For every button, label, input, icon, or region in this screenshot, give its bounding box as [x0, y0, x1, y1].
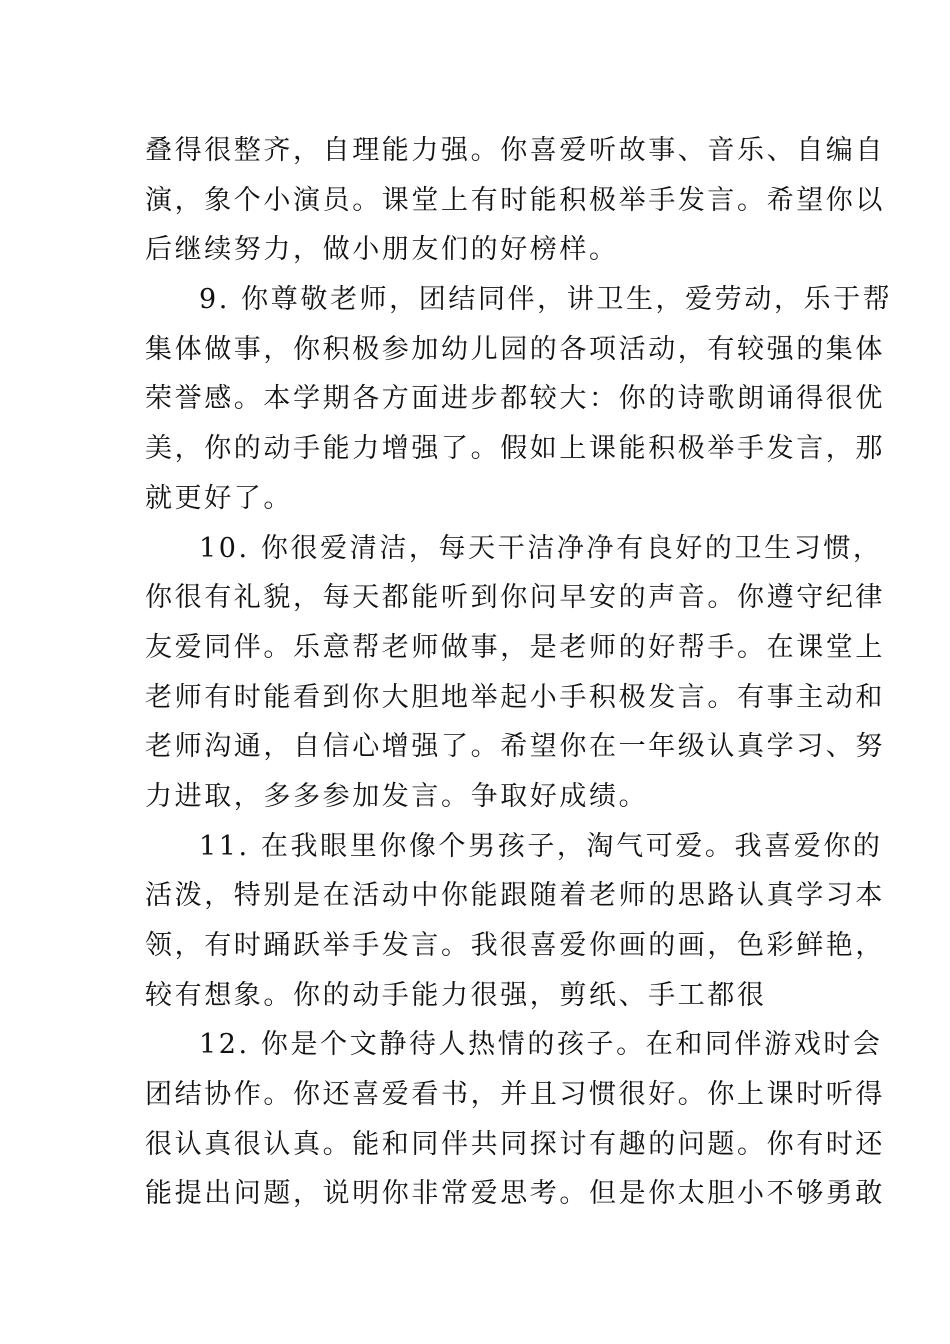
text-line: 美，你的动手能力增强了。假如上课能积极举手发言，那	[145, 433, 885, 465]
paragraph-first-line: 11. 在我眼里你像个男孩子，淘气可爱。我喜爱你的	[199, 830, 883, 862]
document-body	[145, 126, 893, 1219]
text-line: 叠得很整齐，自理能力强。你喜爱听故事、音乐、自编自	[145, 135, 885, 166]
text-line: 较有想象。你的动手能力很强，剪纸、手工都很	[145, 979, 767, 1011]
text-line: 能提出问题，说明你非常爱思考。但是你太胆小不够勇敢	[145, 1178, 885, 1210]
paragraph-first-line: 10. 你很爱清洁，每天干洁净净有良好的卫生习惯，	[199, 532, 883, 564]
text-line: 很认真很认真。能和同伴共同探讨有趣的问题。你有时还	[145, 1128, 885, 1160]
text-line: 活泼，特别是在活动中你能跟随着老师的思路认真学习本	[145, 880, 885, 912]
text-line: 团结协作。你还喜爱看书，并且习惯很好。你上课时听得	[145, 1079, 885, 1111]
text-line: 荣誉感。本学期各方面进步都较大：你的诗歌朗诵得很优	[145, 383, 885, 415]
text-line: 老师沟通，自信心增强了。希望你在一年级认真学习、努	[145, 731, 885, 763]
text-line: 演，象个小演员。课堂上有时能积极举手发言。希望你以	[145, 184, 885, 216]
text-line: 老师有时能看到你大胆地举起小手积极发言。有事主动和	[145, 681, 885, 713]
text-line: 集体做事，你积极参加幼儿园的各项活动，有较强的集体	[145, 333, 885, 365]
paragraph-first-line: 9. 你尊敬老师，团结同伴，讲卫生，爱劳动，乐于帮	[199, 284, 893, 316]
text-line: 领，有时踊跃举手发言。我很喜爱你画的画，色彩鲜艳，	[145, 930, 885, 961]
text-line: 你很有礼貌，每天都能听到你问早安的声音。你遵守纪律	[145, 582, 885, 614]
text-line: 后继续努力，做小朋友们的好榜样。	[145, 234, 619, 266]
paragraph-first-line: 12. 你是个文静待人热情的孩子。在和同伴游戏时会	[199, 1029, 883, 1061]
text-line: 就更好了。	[145, 482, 293, 514]
text-line: 力进取，多多参加发言。争取好成绩。	[145, 780, 649, 812]
text-line: 友爱同伴。乐意帮老师做事，是老师的好帮手。在课堂上	[145, 631, 885, 663]
